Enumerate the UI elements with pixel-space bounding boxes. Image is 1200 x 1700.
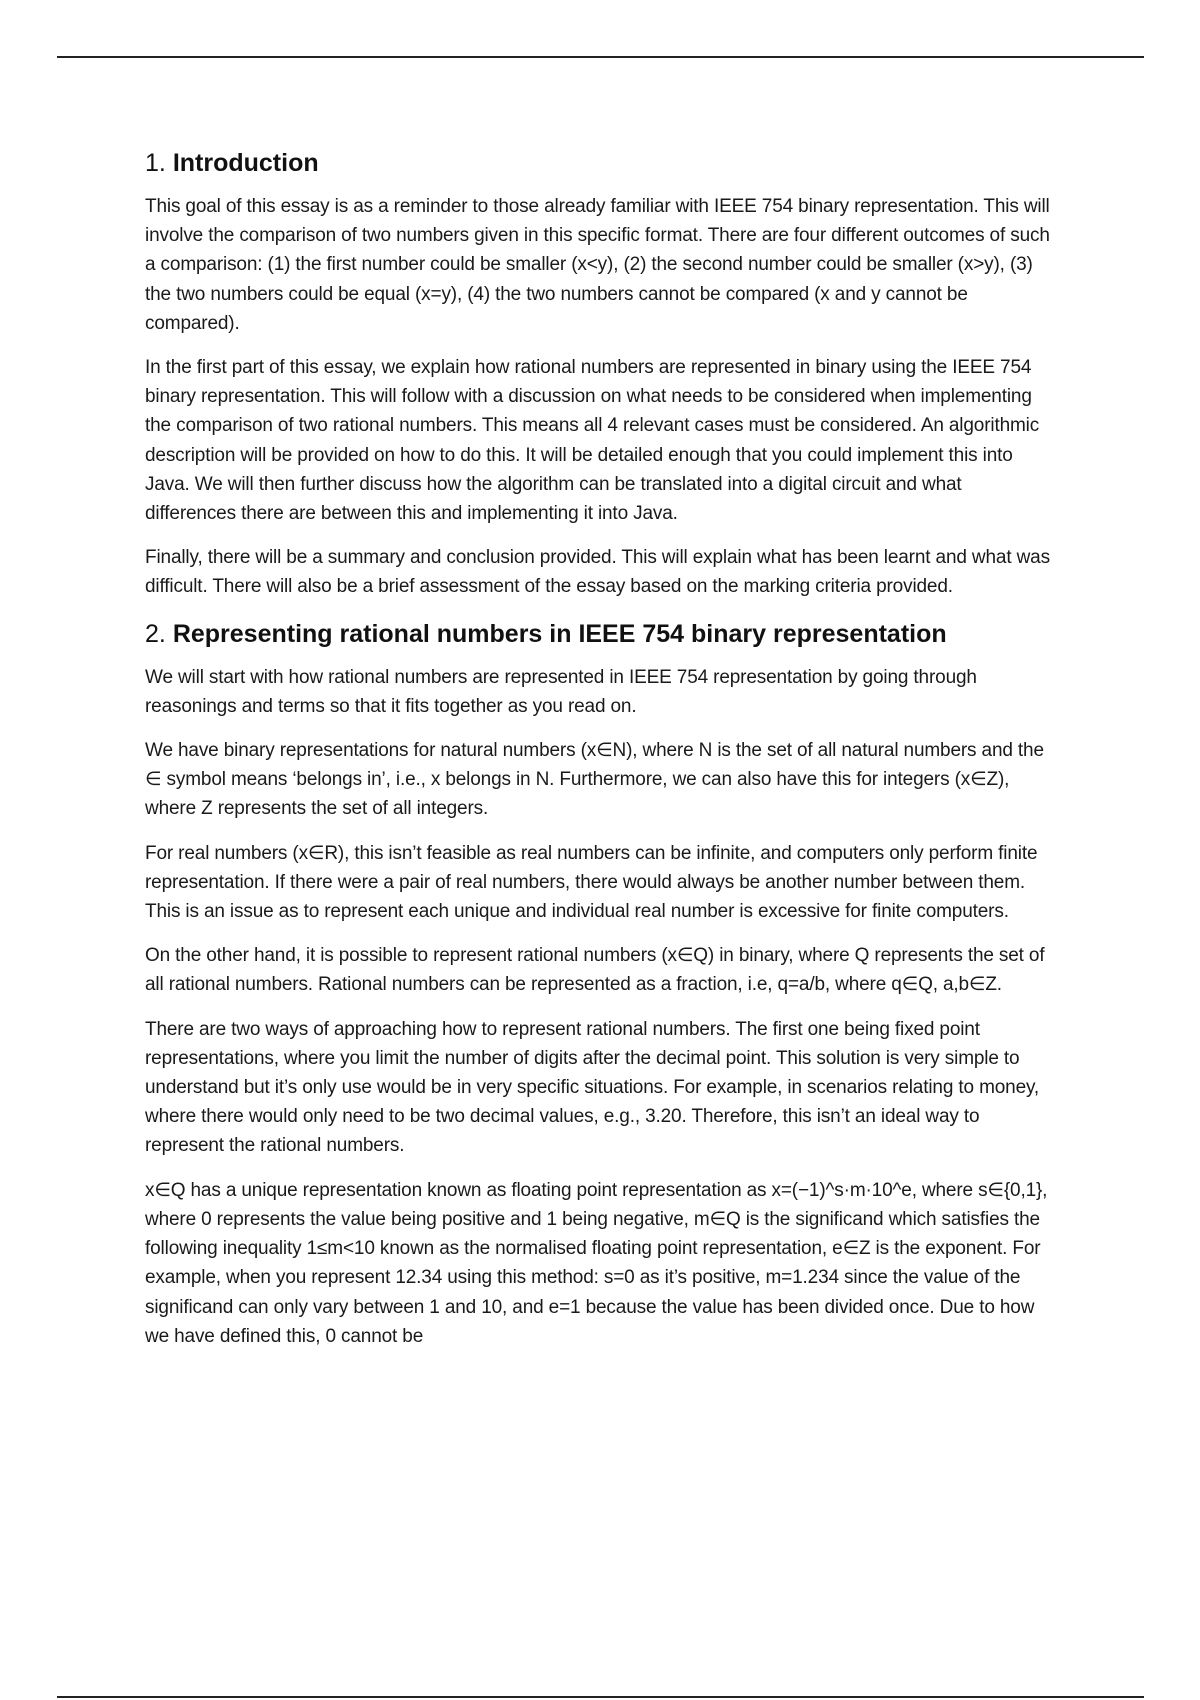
section2-paragraph-4: On the other hand, it is possible to represent rational numbers (x∈Q) in binary, where Q represents the set of all rational numbers. Rational numbers can be represented as a fraction, i.e, q=a/b, where q∈Q, a,b∈Z.: [145, 945, 1045, 996]
section2-paragraph-1: We will start with how rational numbers are represented in IEEE 754 representation by going through reasonings and terms so that it fits together as you read on.: [145, 666, 977, 717]
intro-paragraph-1: This goal of this essay is as a reminder to those already familiar with IEEE 754 binary representation. This will involve the comparison of two numbers given in this specific format. There are four different outcomes of such a comparison: (1) the first number could be smaller (x<y), (2) the second number could be smaller (x>y), (3) the two numbers could be equal (x=y), (4) the two numbers cannot be compared (x and y cannot be compared).: [145, 196, 1050, 334]
section-number: 2.: [145, 619, 166, 648]
section2-paragraph-3: For real numbers (x∈R), this isn’t feasible as real numbers can be infinite, and computers only perform finite representation. If there were a pair of real numbers, there would always be another number between them. This is an issue as to represent each unique and individual real number is excessive for finite computers.: [145, 842, 1038, 923]
section2-paragraph-2: We have binary representations for natural numbers (x∈N), where N is the set of all natural numbers and the ∈ symbol means ‘belongs in’, i.e., x belongs in N. Furthermore, we can also have this for integers (x∈Z), where Z represents the set of all integers.: [145, 740, 1044, 820]
header-rule: [57, 56, 1144, 58]
intro-paragraph-2: In the first part of this essay, we explain how rational numbers are represented in binary using the IEEE 754 binary representation. This will follow with a discussion on what needs to be considered when implementing the comparison of two rational numbers. This means all 4 relevant cases must be considered. An algorithmic description will be provided on how to do this. It will be detailed enough that you could implement this into Java. We will then further discuss how the algorithm can be translated into a digital circuit and what differences there are between this and implementing it into Java.: [145, 357, 1040, 525]
section-number: 1.: [145, 149, 166, 177]
intro-paragraph-3: Finally, there will be a summary and conclusion provided. This will explain what has been learnt and what was difficult. There will also be a brief assessment of the essay based on the marking criteria provided.: [145, 547, 1050, 598]
section2-paragraph-5: There are two ways of approaching how to represent rational numbers. The first one being fixed point representations, where you limit the number of digits after the decimal point. This solution is very simple to understand but it’s only use would be in very specific situations. For example, in scenarios relating to money, where there would only need to be two decimal values, e.g., 3.20. Therefore, this isn’t an ideal way to represent the rational numbers.: [145, 1018, 1040, 1157]
section-heading-representing-rational-numbers: [145, 617, 1050, 651]
section2-paragraph-6: x∈Q has a unique representation known as floating point representation as x=(−1)^s·m·10^e, where s∈{0,1}, where 0 represents the value being positive and 1 being negative, m∈Q is the significand which satisfies the following inequality 1≤m<10 known as the normalised floating point representation, e∈Z is the exponent. For example, when you represent 12.34 using this method: s=0 as it’s positive, m=1.234 since the value of the significand can only vary between 1 and 10, and e=1 because the value has been divided once. Due to how we have defined this, 0 cannot be: [145, 1179, 1048, 1347]
footer-rule: [57, 1696, 1144, 1698]
section-title: Representing rational numbers in IEEE 754 binary representation: [172, 619, 947, 648]
section-heading-introduction: [145, 146, 1050, 180]
document-body: [145, 146, 1050, 1366]
section-title: Introduction: [172, 149, 319, 177]
